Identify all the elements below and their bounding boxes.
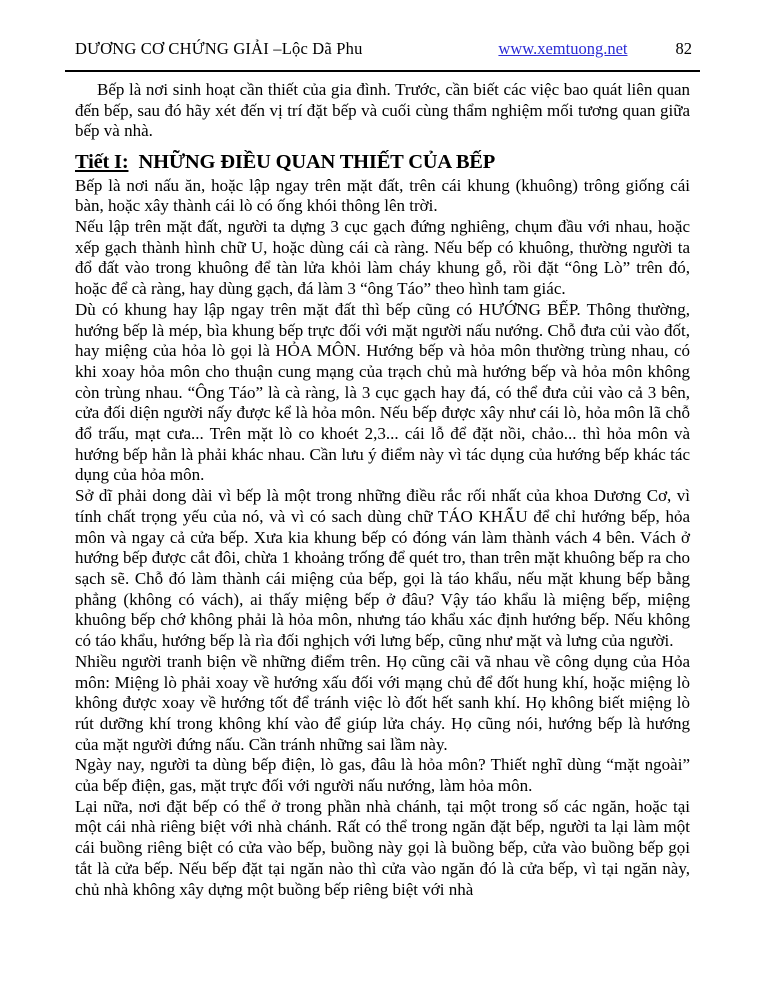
paragraph: Sở dĩ phải dong dài vì bếp là một trong những điều rắc rối nhất của khoa Dương Cơ, vì tính chất trọng yếu của nó, và vì có sach dùng chữ TÁO KHẨU để chỉ hướng bếp, hỏa môn và ngay cả cửa bếp. Xưa kia khung bếp có đóng ván làm thành vách 4 bên. Vách ở hướng bếp được cắt đôi, chừa 1 khoảng trống để quét tro, than trên mặt khuông bếp ra cho sạch sẽ. Chỗ đó làm thành cái miệng của bếp, gọi là táo khẩu, nếu mặt khung bếp bằng phẳng (không có vách), ai thấy miệng bếp ở đâu? Vậy táo khẩu là miệng bếp, miệng khuông bếp chớ không phải là hỏa môn, nhưng táo khẩu xác định hướng bếp. Nếu không có táo khẩu, hướng bếp là rìa đối nghịch với lưng bếp, cũng như mặt và lưng của người. [75,486,690,651]
paragraph: Dù có khung hay lập ngay trên mặt đất thì bếp cũng có HƯỚNG BẾP. Thông thường, hướng bếp là mép, bìa khung bếp trực đối với mặt người nấu nướng. Chỗ đưa củi vào đốt, hay miệng của hỏa lò gọi là HỎA MÔN. Hướng bếp và hỏa môn thường trùng nhau, có khi xoay hỏa môn cho thuận cung mạng của trạch chủ mà hướng bếp và hỏa môn không còn trùng nhau. “Ông Táo” là cà ràng, là 3 cục gạch hay đá, có thể đưa củi vào cả 3 bên, cửa đối diện người nấy được kể là hỏa môn. Nếu bếp được xây như cái lò, hỏa môn lã chỗ đổ trấu, mạt cưa... Trên mặt lò co khoét 2,3... cái lỗ để đặt nồi, chảo... thì hỏa môn và hướng bếp hẳn là phải khác nhau. Cần lưu ý điểm này vì tác dụng của hướng bếp khác tác dụng của hỏa môn. [75,299,690,485]
paragraph: Bếp là nơi nấu ăn, hoặc lập ngay trên mặt đất, trên cái khung (khuông) trông giống cái bàn, hoặc xây thành cái lò có ống khói thông lên trời. [75,175,690,216]
section-heading-label: Tiết I: [75,151,129,174]
section-heading-title: NHỮNG ĐIỀU QUAN THIẾT CỦA BẾP [138,151,496,174]
paragraph: Nếu lập trên mặt đất, người ta dựng 3 cục gạch đứng nghiêng, chụm đầu với nhau, hoặc xếp gạch thành hình chữ U, hoặc dùng cái cà ràng. Nếu bếp có khuông, thường người ta đổ đất vào trong khuông để tàn lửa khỏi làm cháy khung gỗ, rồi đặt “ông Lò” trên đó, hoặc để cà ràng, hay dùng gạch, đá làm 3 “ông Táo” theo hình tam giác. [75,217,690,299]
section-heading [75,151,690,175]
body-text [75,80,690,900]
paragraph: Lại nữa, nơi đặt bếp có thể ở trong phần nhà chánh, tại một trong số các ngăn, hoặc tại một cái nhà riêng biệt với nhà chánh. Rất có thể trong ngăn đặt bếp, người ta lại làm một cái buồng riêng biệt có cửa vào bếp, buồng này gọi là buồng bếp, cửa vào buồng bếp gọi tắt là cửa bếp. Nếu bếp đặt tại ngăn nào thì cửa vào ngăn đó là cửa bếp, vì tại ngăn này, chủ nhà không xây dựng một buồng bếp riêng biệt với nhà [75,796,690,899]
paragraph: Nhiều người tranh biện về những điểm trên. Họ cũng cãi vã nhau về công dụng của Hỏa môn: Miệng lò phải xoay về hướng xấu đối với mạng chủ để đốt hung khí, hoặc miệng lò không được xoay về hướng tốt để tránh việc lò đốt hết sanh khí. Họ không biết miệng lò rút dưỡng khí trong không khí vào để giúp lửa cháy. Họ cũng nói, hướng bếp là hướng của mặt người đứng nấu. Cần tránh những sai lầm này. [75,651,690,754]
website-link[interactable]: www.xemtuong.net [498,39,628,58]
document-title: DƯƠNG CƠ CHỨNG GIẢI –Lộc Dã Phu [75,39,363,58]
page-header [65,40,700,72]
page-number: 82 [675,39,692,58]
paragraph: Ngày nay, người ta dùng bếp điện, lò gas, đâu là hỏa môn? Thiết nghĩ dùng “mặt ngoài” của bếp điện, gas, mặt trực đối với người nấu nướng, làm hỏa môn. [75,755,690,796]
paragraph-intro: Bếp là nơi sinh hoạt cần thiết của gia đình. Trước, cần biết các việc bao quát liên quan đến bếp, sau đó hãy xét đến vị trí đặt bếp và cuối cùng thẩm nghiệm mối tương quan giữa bếp và nhà. [75,79,690,141]
